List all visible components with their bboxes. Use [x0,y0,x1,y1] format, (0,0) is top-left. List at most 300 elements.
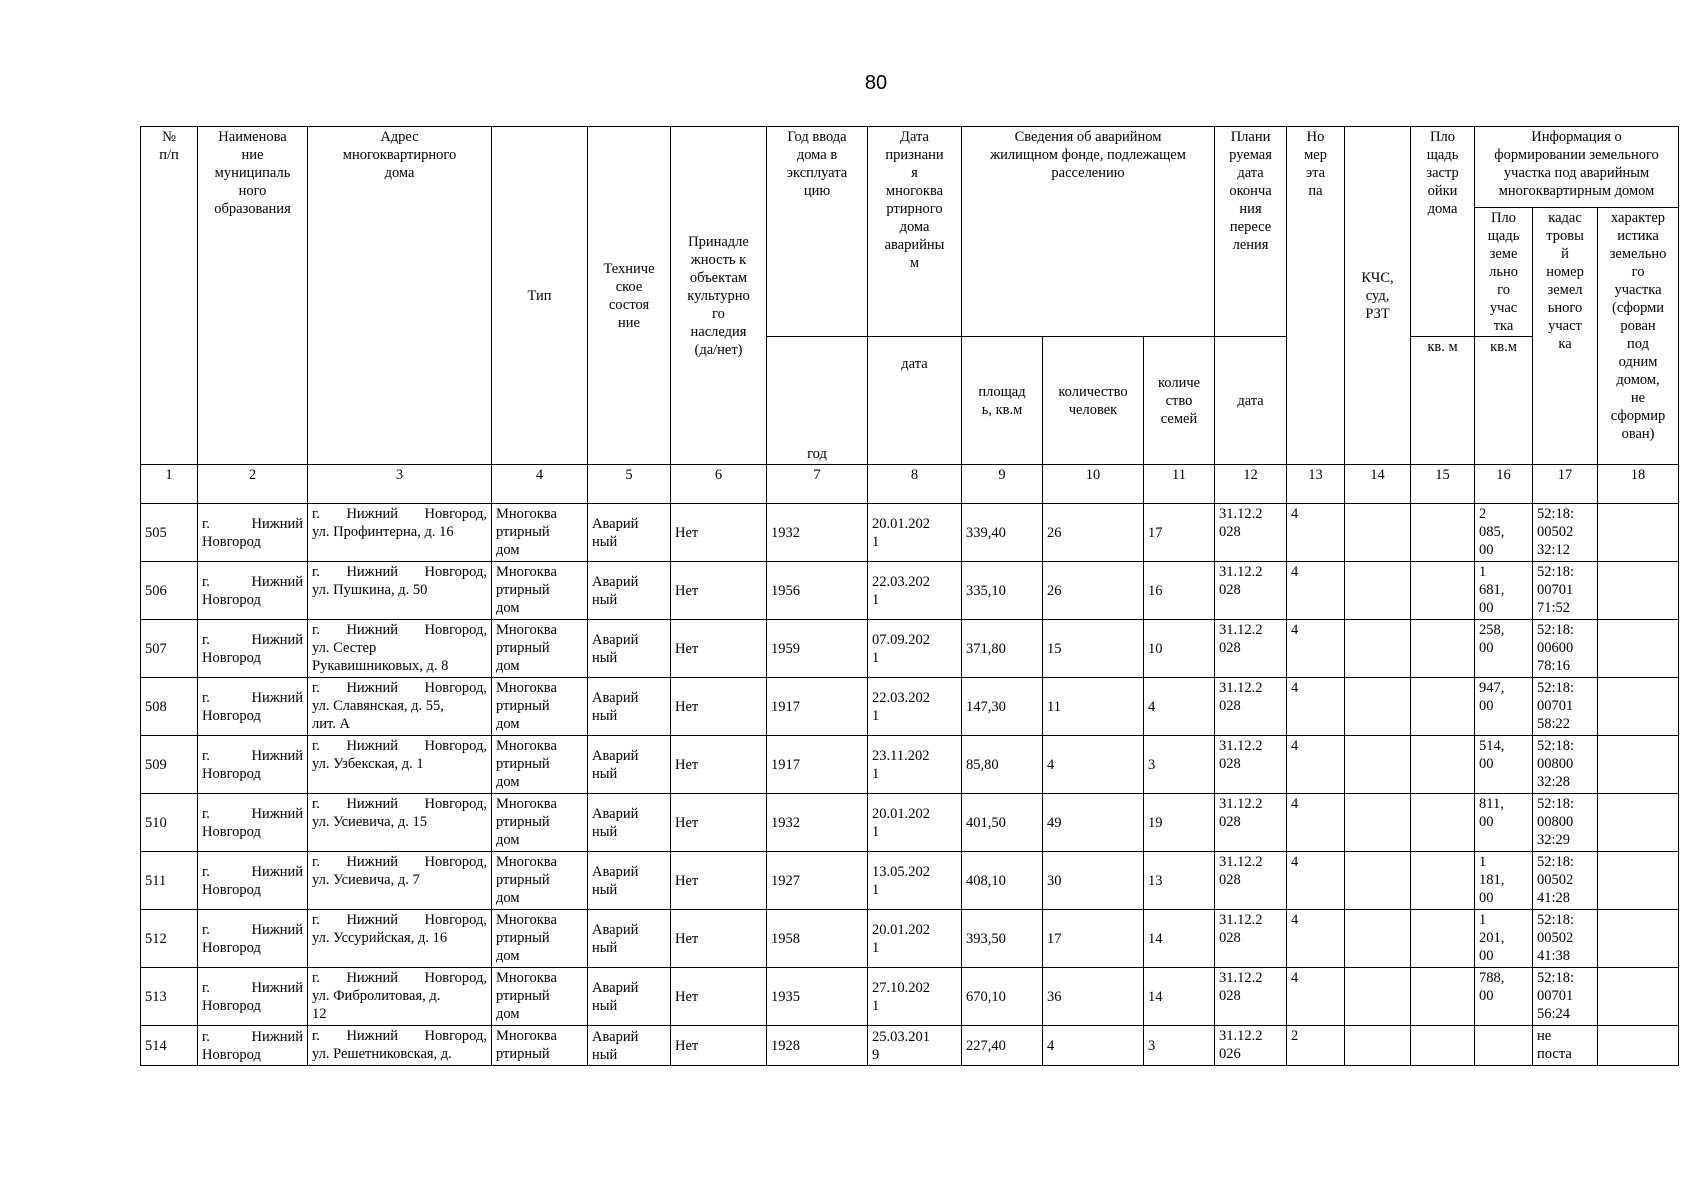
year-commissioned-cell: 1958 [767,910,868,968]
built-area-cell [1411,562,1475,620]
column-number: 13 [1287,465,1345,504]
recognition-date-cell: 22.03.202 1 [868,562,962,620]
municipality-cell [198,504,308,562]
address-word: Новгород, [424,1028,487,1044]
address-cell [308,910,492,968]
address-word: г. [312,622,320,638]
address-word: Новгород, [424,796,487,812]
municipality-name: Новгород [202,881,261,898]
built-area-cell [1411,910,1475,968]
address-street: ул. Решетниковская, д. [312,1046,452,1062]
column-number: 6 [671,465,767,504]
address-word: г. [312,680,320,696]
house-type-cell: Многоква ртирный дом [492,794,588,852]
address-word: г. [312,506,320,522]
land-area-cell: 811, 00 [1475,794,1533,852]
cadastre-cell: 52:18: 00502 41:28 [1533,852,1598,910]
house-type-cell: Многоква ртирный дом [492,562,588,620]
address-cell [308,504,492,562]
kchs-cell [1345,1026,1411,1066]
header-families: количе ство семей [1144,337,1215,465]
year-commissioned-cell: 1928 [767,1026,868,1066]
header-technical-state: Техниче ское состоя ние [588,127,671,465]
municipality-word: Нижний [251,573,303,590]
people-count-cell: 30 [1043,852,1144,910]
column-number: 16 [1475,465,1533,504]
family-count-cell: 13 [1144,852,1215,910]
area-cell: 339,40 [962,504,1043,562]
land-area-cell: 514, 00 [1475,736,1533,794]
family-count-cell: 17 [1144,504,1215,562]
land-character-cell [1598,1026,1679,1066]
address-street: ул. Узбекская, д. 1 [312,756,424,772]
municipality-prefix: г. [202,631,210,648]
cadastre-cell: не поста [1533,1026,1598,1066]
municipality-prefix: г. [202,515,210,532]
land-character-cell [1598,678,1679,736]
table-row [141,794,1679,852]
municipality-name: Новгород [202,939,261,956]
row-number: 512 [141,910,198,968]
address-word: г. [312,564,320,580]
stage-cell: 4 [1287,852,1345,910]
planned-date-cell: 31.12.2 028 [1215,504,1287,562]
emergency-housing-table [140,126,1679,1066]
column-number: 12 [1215,465,1287,504]
technical-state-cell: Аварий ный [588,794,671,852]
technical-state-cell: Аварий ный [588,620,671,678]
municipality-word: Нижний [251,805,303,822]
planned-date-cell: 31.12.2 028 [1215,620,1287,678]
address-word: Нижний [346,680,398,696]
people-count-cell: 15 [1043,620,1144,678]
municipality-cell [198,562,308,620]
municipality-name: Новгород [202,765,261,782]
heritage-cell: Нет [671,678,767,736]
heritage-cell: Нет [671,620,767,678]
table-row [141,504,1679,562]
stage-cell: 4 [1287,504,1345,562]
year-commissioned-cell: 1935 [767,968,868,1026]
people-count-cell: 17 [1043,910,1144,968]
column-number: 9 [962,465,1043,504]
page-number: 80 [864,72,888,94]
year-commissioned-cell: 1932 [767,794,868,852]
kchs-cell [1345,678,1411,736]
column-numbers-row [141,465,1679,504]
stage-cell: 4 [1287,794,1345,852]
column-number: 18 [1598,465,1679,504]
address-street: ул. Сестер Рукавишниковых, д. 8 [312,640,449,674]
land-character-cell [1598,968,1679,1026]
cadastre-cell: 52:18: 00701 56:24 [1533,968,1598,1026]
header-number: № п/п [141,127,198,465]
land-area-cell: 2 085, 00 [1475,504,1533,562]
stage-cell: 4 [1287,620,1345,678]
address-word: Нижний [346,506,398,522]
municipality-word: Нижний [251,1028,303,1045]
land-character-cell [1598,620,1679,678]
header-people: количество человек [1043,337,1144,465]
area-cell: 393,50 [962,910,1043,968]
technical-state-cell: Аварий ный [588,678,671,736]
row-number: 507 [141,620,198,678]
column-number: 8 [868,465,962,504]
year-commissioned-cell: 1959 [767,620,868,678]
kchs-cell [1345,968,1411,1026]
municipality-cell [198,910,308,968]
area-cell: 408,10 [962,852,1043,910]
stage-cell: 4 [1287,736,1345,794]
header-cadastre: кадас тровы й номер земел ьного участ ка [1533,208,1598,465]
municipality-prefix: г. [202,747,210,764]
house-type-cell: Многоква ртирный [492,1026,588,1066]
area-cell: 371,80 [962,620,1043,678]
municipality-cell [198,968,308,1026]
people-count-cell: 36 [1043,968,1144,1026]
land-character-cell [1598,736,1679,794]
municipality-name: Новгород [202,1046,261,1063]
house-type-cell: Многоква ртирный дом [492,736,588,794]
address-cell [308,968,492,1026]
address-word: Новгород, [424,564,487,580]
cadastre-cell: 52:18: 00502 32:12 [1533,504,1598,562]
address-street: ул. Славянская, д. 55, лит. А [312,698,444,732]
municipality-name: Новгород [202,591,261,608]
built-area-cell [1411,504,1475,562]
technical-state-cell: Аварий ный [588,736,671,794]
header-kchs: КЧС, суд, РЗТ [1345,127,1411,465]
year-commissioned-cell: 1917 [767,736,868,794]
municipality-prefix: г. [202,805,210,822]
header-land-info: Информация о формировании земельного участка под аварийным многоквартирным домом [1475,127,1679,208]
address-word: Новгород, [424,912,487,928]
column-number: 14 [1345,465,1411,504]
heritage-cell: Нет [671,562,767,620]
house-type-cell: Многоква ртирный дом [492,678,588,736]
header-date-8: дата [868,337,962,465]
header-municipality: Наименова ние муниципаль ного образования [198,127,308,465]
people-count-cell: 11 [1043,678,1144,736]
municipality-prefix: г. [202,1028,210,1045]
address-street: ул. Фибролитовая, д. 12 [312,988,441,1022]
planned-date-cell: 31.12.2 026 [1215,1026,1287,1066]
header-planned-date: Плани руемая дата оконча ния пересе ления [1215,127,1287,337]
column-number: 7 [767,465,868,504]
cadastre-cell: 52:18: 00502 41:38 [1533,910,1598,968]
column-number: 11 [1144,465,1215,504]
stage-cell: 4 [1287,562,1345,620]
municipality-word: Нижний [251,689,303,706]
planned-date-cell: 31.12.2 028 [1215,736,1287,794]
header-type: Тип [492,127,588,465]
recognition-date-cell: 20.01.202 1 [868,504,962,562]
address-word: Нижний [346,622,398,638]
table-row [141,1026,1679,1066]
header-land-character: характер истика земельно го участка (сформи рован под одним домом, не сформир ован) [1598,208,1679,465]
register-table-wrapper [140,126,1679,1066]
address-street: ул. Усиевича, д. 15 [312,814,427,830]
row-number: 508 [141,678,198,736]
address-cell [308,678,492,736]
technical-state-cell: Аварий ный [588,504,671,562]
built-area-cell [1411,852,1475,910]
address-cell [308,562,492,620]
address-word: Новгород, [424,506,487,522]
recognition-date-cell: 07.09.202 1 [868,620,962,678]
cadastre-cell: 52:18: 00701 58:22 [1533,678,1598,736]
table-row [141,736,1679,794]
municipality-word: Нижний [251,979,303,996]
column-number: 17 [1533,465,1598,504]
column-number: 10 [1043,465,1144,504]
cadastre-cell: 52:18: 00701 71:52 [1533,562,1598,620]
address-word: Нижний [346,564,398,580]
header-unit-15: кв. м [1411,337,1475,465]
house-type-cell: Многоква ртирный дом [492,852,588,910]
family-count-cell: 14 [1144,968,1215,1026]
address-word: Нижний [346,912,398,928]
technical-state-cell: Аварий ный [588,968,671,1026]
year-commissioned-cell: 1927 [767,852,868,910]
land-character-cell [1598,910,1679,968]
planned-date-cell: 31.12.2 028 [1215,794,1287,852]
house-type-cell: Многоква ртирный дом [492,968,588,1026]
stage-cell: 4 [1287,910,1345,968]
house-type-cell: Многоква ртирный дом [492,910,588,968]
area-cell: 85,80 [962,736,1043,794]
planned-date-cell: 31.12.2 028 [1215,678,1287,736]
address-word: г. [312,854,320,870]
land-area-cell: 1 681, 00 [1475,562,1533,620]
people-count-cell: 4 [1043,1026,1144,1066]
area-cell: 227,40 [962,1026,1043,1066]
kchs-cell [1345,620,1411,678]
municipality-prefix: г. [202,863,210,880]
column-number: 3 [308,465,492,504]
municipality-word: Нижний [251,863,303,880]
address-word: г. [312,738,320,754]
column-number: 2 [198,465,308,504]
column-number: 5 [588,465,671,504]
municipality-prefix: г. [202,573,210,590]
land-area-cell: 258, 00 [1475,620,1533,678]
area-cell: 670,10 [962,968,1043,1026]
address-word: Новгород, [424,738,487,754]
land-area-cell: 1 201, 00 [1475,910,1533,968]
kchs-cell [1345,736,1411,794]
address-street: ул. Усиевича, д. 7 [312,872,420,888]
address-word: Новгород, [424,622,487,638]
family-count-cell: 3 [1144,1026,1215,1066]
heritage-cell: Нет [671,910,767,968]
address-word: Новгород, [424,680,487,696]
technical-state-cell: Аварий ный [588,852,671,910]
municipality-cell [198,620,308,678]
column-number: 15 [1411,465,1475,504]
row-number: 514 [141,1026,198,1066]
area-cell: 401,50 [962,794,1043,852]
column-number: 4 [492,465,588,504]
built-area-cell [1411,968,1475,1026]
heritage-cell: Нет [671,968,767,1026]
header-recognition-date: Дата признани я многоква ртирного дома аварийны м [868,127,962,337]
address-street: ул. Пушкина, д. 50 [312,582,428,598]
house-type-cell: Многоква ртирный дом [492,504,588,562]
address-word: г. [312,970,320,986]
land-area-cell: 1 181, 00 [1475,852,1533,910]
built-area-cell [1411,736,1475,794]
row-number: 513 [141,968,198,1026]
address-word: г. [312,912,320,928]
area-cell: 335,10 [962,562,1043,620]
year-commissioned-cell: 1956 [767,562,868,620]
family-count-cell: 19 [1144,794,1215,852]
municipality-name: Новгород [202,707,261,724]
family-count-cell: 16 [1144,562,1215,620]
municipality-word: Нижний [251,747,303,764]
land-area-cell: 947, 00 [1475,678,1533,736]
heritage-cell: Нет [671,504,767,562]
address-word: Новгород, [424,854,487,870]
land-character-cell [1598,562,1679,620]
municipality-cell [198,852,308,910]
row-number: 505 [141,504,198,562]
municipality-cell [198,1026,308,1066]
table-row [141,678,1679,736]
header-stage-number: Но мер эта па [1287,127,1345,465]
municipality-word: Нижний [251,631,303,648]
heritage-cell: Нет [671,794,767,852]
address-cell [308,1026,492,1066]
family-count-cell: 4 [1144,678,1215,736]
address-word: Новгород, [424,970,487,986]
municipality-prefix: г. [202,689,210,706]
row-number: 509 [141,736,198,794]
kchs-cell [1345,562,1411,620]
header-area: площад ь, кв.м [962,337,1043,465]
address-word: Нижний [346,970,398,986]
heritage-cell: Нет [671,736,767,794]
land-area-cell: 788, 00 [1475,968,1533,1026]
address-cell [308,852,492,910]
address-cell [308,794,492,852]
kchs-cell [1345,852,1411,910]
technical-state-cell: Аварий ный [588,562,671,620]
municipality-name: Новгород [202,533,261,550]
people-count-cell: 49 [1043,794,1144,852]
stage-cell: 4 [1287,678,1345,736]
row-number: 510 [141,794,198,852]
municipality-word: Нижний [251,921,303,938]
heritage-cell: Нет [671,852,767,910]
land-area-cell [1475,1026,1533,1066]
header-address: Адрес многоквартирного дома [308,127,492,465]
header-emergency-fund-info: Сведения об аварийном жилищном фонде, подлежащем расселению [962,127,1215,337]
technical-state-cell: Аварий ный [588,910,671,968]
recognition-date-cell: 13.05.202 1 [868,852,962,910]
address-word: Нижний [346,738,398,754]
municipality-cell [198,794,308,852]
municipality-word: Нижний [251,515,303,532]
cadastre-cell: 52:18: 00600 78:16 [1533,620,1598,678]
area-cell: 147,30 [962,678,1043,736]
family-count-cell: 14 [1144,910,1215,968]
stage-cell: 4 [1287,968,1345,1026]
header-heritage: Принадле жность к объектам культурно го наследия (да/нет) [671,127,767,465]
address-street: ул. Уссурийская, д. 16 [312,930,448,946]
municipality-cell [198,678,308,736]
table-row [141,620,1679,678]
table-row [141,852,1679,910]
header-date-12: дата [1215,337,1287,465]
family-count-cell: 10 [1144,620,1215,678]
cadastre-cell: 52:18: 00800 32:29 [1533,794,1598,852]
built-area-cell [1411,678,1475,736]
people-count-cell: 26 [1043,562,1144,620]
header-unit-16: кв.м [1475,337,1533,465]
year-commissioned-cell: 1932 [767,504,868,562]
kchs-cell [1345,504,1411,562]
municipality-cell [198,736,308,794]
row-number: 506 [141,562,198,620]
header-year-commissioned: Год ввода дома в эксплуата цию [767,127,868,337]
municipality-name: Новгород [202,823,261,840]
municipality-name: Новгород [202,997,261,1014]
header-built-area: Пло щадь застр ойки дома [1411,127,1475,337]
stage-cell: 2 [1287,1026,1345,1066]
built-area-cell [1411,1026,1475,1066]
house-type-cell: Многоква ртирный дом [492,620,588,678]
built-area-cell [1411,620,1475,678]
cadastre-cell: 52:18: 00800 32:28 [1533,736,1598,794]
year-commissioned-cell: 1917 [767,678,868,736]
recognition-date-cell: 23.11.202 1 [868,736,962,794]
header-year: год [767,337,868,465]
table-row [141,910,1679,968]
table-row [141,968,1679,1026]
recognition-date-cell: 25.03.201 9 [868,1026,962,1066]
planned-date-cell: 31.12.2 028 [1215,562,1287,620]
recognition-date-cell: 20.01.202 1 [868,910,962,968]
column-number: 1 [141,465,198,504]
address-word: г. [312,1028,320,1044]
address-word: Нижний [346,796,398,812]
address-word: Нижний [346,854,398,870]
municipality-prefix: г. [202,979,210,996]
kchs-cell [1345,794,1411,852]
technical-state-cell: Аварий ный [588,1026,671,1066]
people-count-cell: 26 [1043,504,1144,562]
land-character-cell [1598,852,1679,910]
planned-date-cell: 31.12.2 028 [1215,910,1287,968]
people-count-cell: 4 [1043,736,1144,794]
recognition-date-cell: 22.03.202 1 [868,678,962,736]
row-number: 511 [141,852,198,910]
municipality-name: Новгород [202,649,261,666]
header-land-area: Пло щадь земе льно го учас тка [1475,208,1533,337]
land-character-cell [1598,794,1679,852]
address-word: г. [312,796,320,812]
land-character-cell [1598,504,1679,562]
planned-date-cell: 31.12.2 028 [1215,852,1287,910]
municipality-prefix: г. [202,921,210,938]
heritage-cell: Нет [671,1026,767,1066]
table-row [141,562,1679,620]
address-street: ул. Профинтерна, д. 16 [312,524,454,540]
recognition-date-cell: 20.01.202 1 [868,794,962,852]
address-cell [308,620,492,678]
